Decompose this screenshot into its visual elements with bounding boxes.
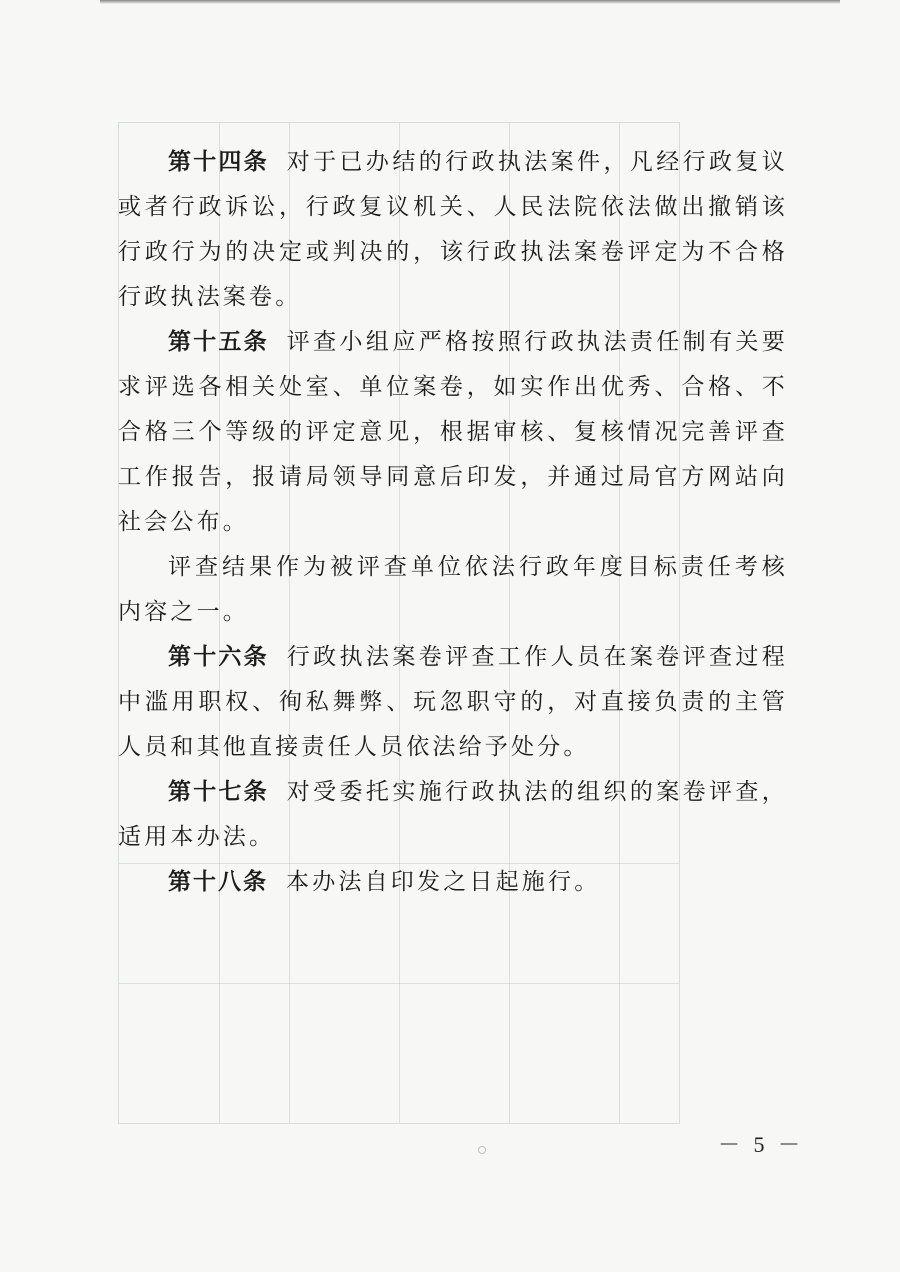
article-16: [118, 635, 788, 770]
article-number: 第十六条: [168, 644, 269, 670]
article-text: 行政执法案卷评查工作人员在案卷评查过程中滥用职权、徇私舞弊、玩忽职守的，对直接负责的主管人员和其他直接责任人员依法给予处分。: [118, 644, 788, 760]
article-15-continuation: [118, 545, 788, 635]
article-text: 评查小组应严格按照行政执法责任制有关要求评选各相关处室、单位案卷，如实作出优秀、合格、不合格三个等级的评定意见，根据审核、复核情况完善评查工作报告，报请局领导同意后印发，并通过局官方网站向社会公布。: [118, 329, 788, 535]
document-body: [118, 140, 788, 905]
article-number: 第十七条: [168, 779, 269, 805]
scan-top-edge: [100, 0, 840, 4]
article-text: 对受委托实施行政执法的组织的案卷评查，适用本办法。: [118, 779, 788, 850]
article-17: [118, 770, 788, 860]
article-text: 评查结果作为被评查单位依法行政年度目标责任考核内容之一。: [118, 554, 788, 625]
article-text: 对于已办结的行政执法案件，凡经行政复议或者行政诉讼，行政复议机关、人民法院依法做出撤销该行政行为的决定或判决的，该行政执法案卷评定为不合格行政执法案卷。: [118, 149, 788, 310]
article-14: [118, 140, 788, 320]
article-number: 第十五条: [168, 329, 269, 355]
page-number: － 5 －: [718, 1132, 805, 1157]
article-number: 第十四条: [168, 149, 269, 175]
scan-dot: [478, 1146, 486, 1154]
article-15: [118, 320, 788, 545]
article-18: [118, 860, 788, 905]
article-number: 第十八条: [168, 869, 268, 895]
article-text: 本办法自印发之日起施行。: [286, 869, 601, 895]
